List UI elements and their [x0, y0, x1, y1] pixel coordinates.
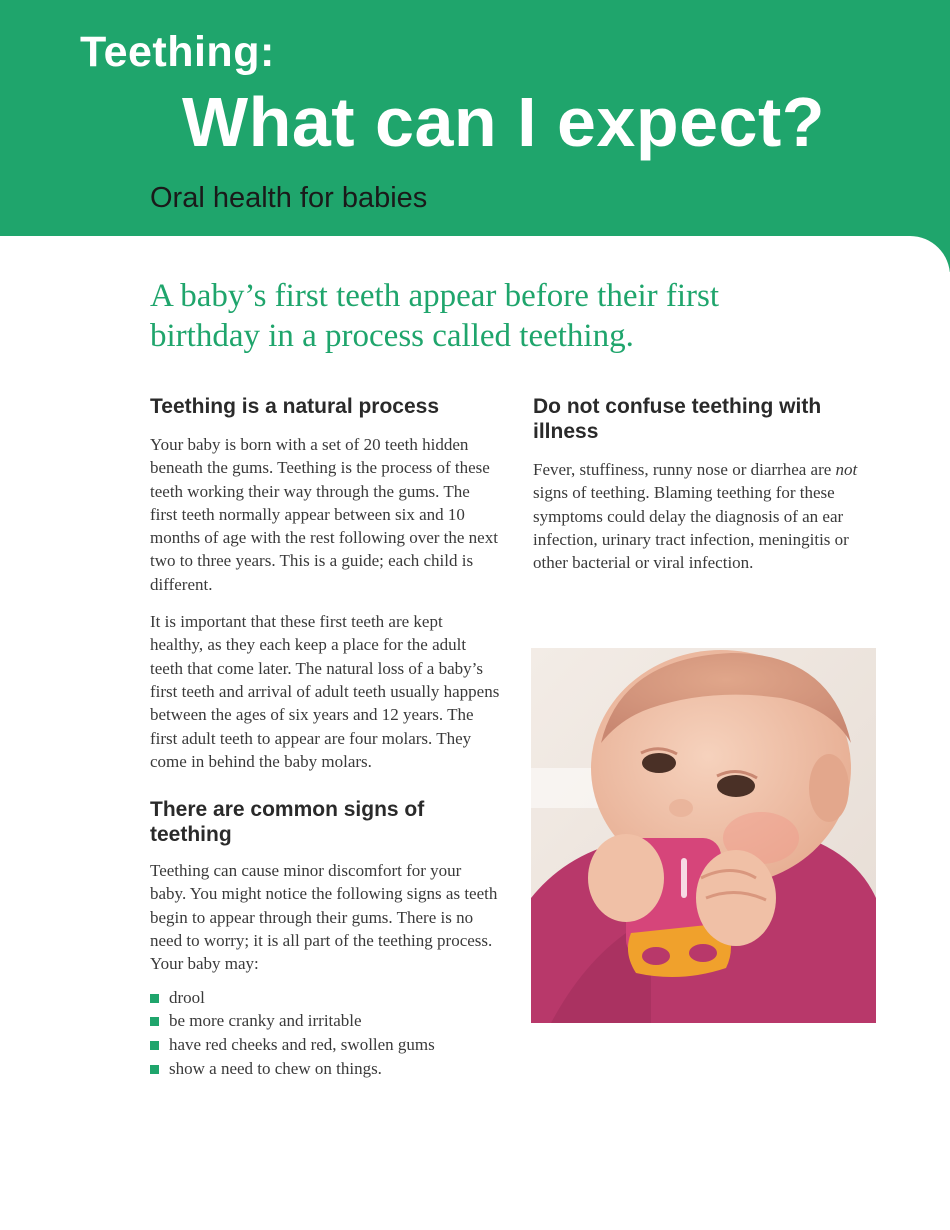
body-paragraph: It is important that these first teeth are kept healthy, as they each keep a place for the adult teeth that come later. The natural loss of a baby’s first teeth and arrival of adult teeth usually happens between the ages of six years and 12 years. The first adult teeth to appear are four molars. They come in behind the baby molars. — [150, 612, 500, 771]
paragraph-part: signs of teething. Blaming teething for these symptoms could delay the diagnosis of an ear infection, urinary tract infection, meningitis or other bacterial or viral infection. — [533, 483, 849, 573]
list-item-text: have red cheeks and red, swollen gums — [169, 1035, 435, 1055]
bullet-square-icon — [150, 1017, 159, 1026]
left-column — [150, 394, 500, 1081]
right-column — [533, 394, 883, 574]
page-subtitle: Oral health for babies — [150, 182, 428, 214]
list-item-text: show a need to chew on things. — [169, 1059, 382, 1079]
body-paragraph: Teething can cause minor discomfort for your baby. You might notice the following signs as teeth begin to appear through their gums. There is no need to worry; it is all part of the teething process. Your baby may: — [150, 861, 498, 974]
paragraph-part: Fever, stuffiness, runny nose or diarrhea are — [533, 460, 832, 479]
header-curve — [0, 236, 950, 276]
bullet-square-icon — [150, 1065, 159, 1074]
bullet-square-icon — [150, 994, 159, 1003]
list-item — [150, 1033, 500, 1057]
list-item — [150, 1009, 500, 1033]
signs-list — [150, 986, 500, 1081]
body-paragraph — [533, 458, 883, 574]
baby-illustration — [531, 648, 876, 1023]
body-paragraph: Your baby is born with a set of 20 teeth hidden beneath the gums. Teething is the process of these teeth working their way through the gums. The first teeth normally appear between six and 10 months of age with the rest following over the next two to three years. This is a guide; each child is different. — [150, 435, 498, 594]
section-heading-common-signs: There are common signs of teething — [150, 798, 425, 847]
section-heading-not-illness: Do not confuse teething with illness — [533, 395, 822, 443]
list-item-text: be more cranky and irritable — [169, 1011, 362, 1031]
page-title: What can I expect? — [182, 83, 826, 161]
list-item — [150, 1057, 500, 1081]
list-item — [150, 986, 500, 1010]
bullet-square-icon — [150, 1041, 159, 1050]
emphasis-not: not — [835, 460, 858, 479]
baby-teething-photo — [531, 648, 876, 1023]
lead-statement: A baby’s first teeth appear before their first birthday in a process called teething. — [150, 278, 720, 354]
section-heading-natural-process: Teething is a natural process — [150, 395, 440, 418]
list-item-text: drool — [169, 987, 205, 1007]
header-kicker: Teething: — [80, 28, 275, 76]
